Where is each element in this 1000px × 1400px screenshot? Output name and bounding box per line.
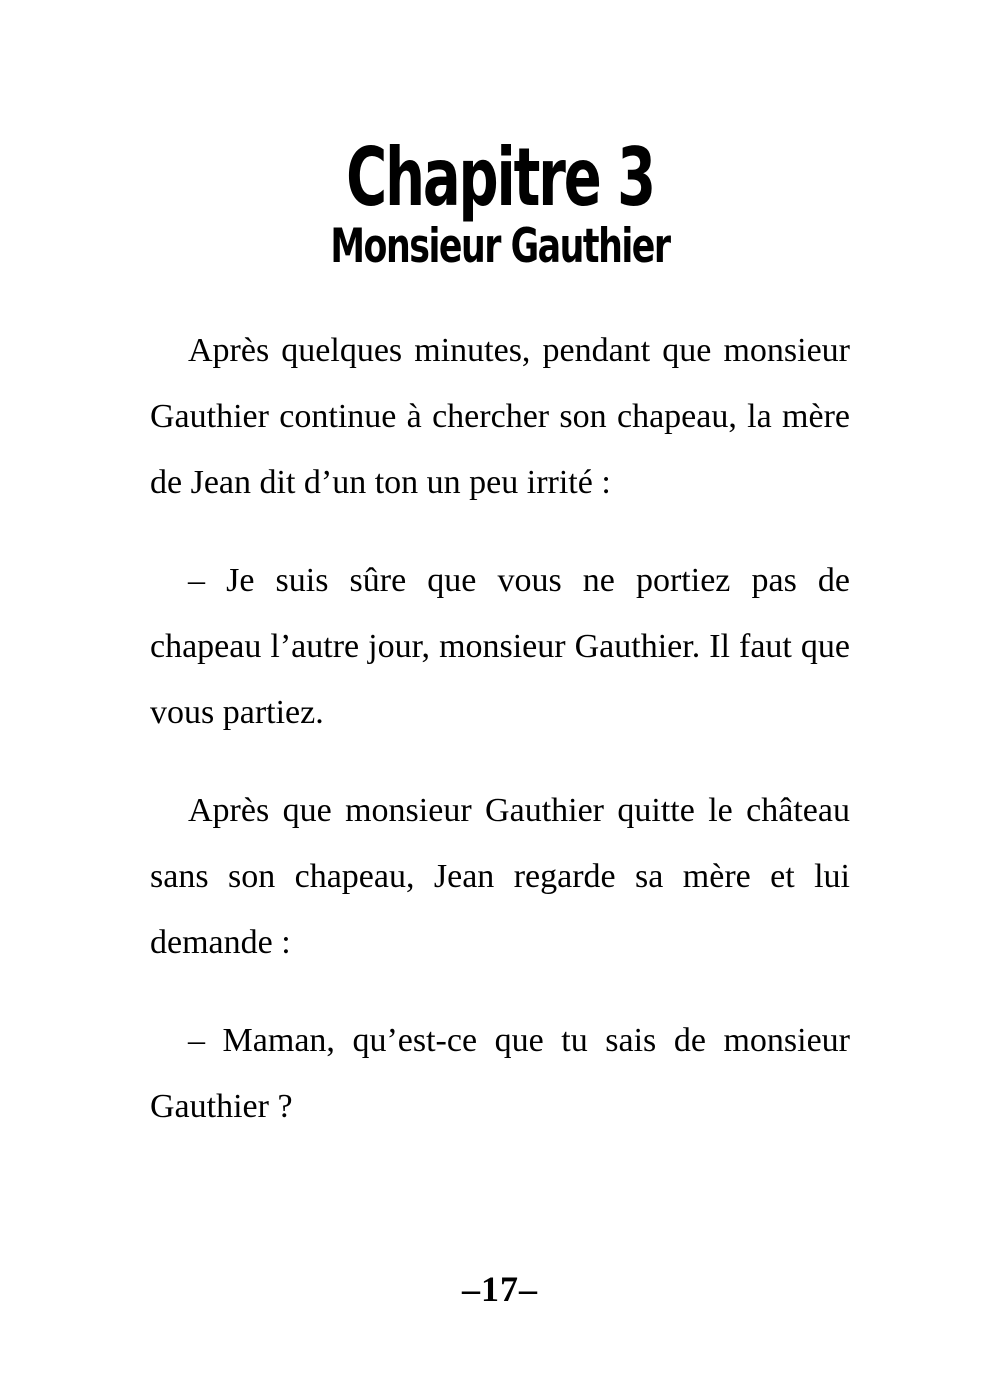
chapter-title: Chapitre 3 xyxy=(346,131,654,224)
paragraph-dialogue-mother: – Je suis sûre que vous ne portiez pas de chapeau l’autre jour, monsieur Gauthier. Il faut que vous partiez. xyxy=(150,562,850,731)
body-text xyxy=(150,318,850,1140)
paragraph-narration-2: Après que monsieur Gauthier quitte le château sans son chapeau, Jean regarde sa mère et lui demande : xyxy=(150,792,850,961)
page-number: –17– xyxy=(462,1269,538,1309)
chapter-subtitle: Monsieur Gauthier xyxy=(330,219,670,274)
paragraph-dialogue-jean: – Maman, qu’est-ce que tu sais de monsieur Gauthier ? xyxy=(150,1022,850,1125)
chapter-heading xyxy=(0,0,1000,272)
paragraph-narration-1: Après quelques minutes, pendant que monsieur Gauthier continue à chercher son chapeau, la mère de Jean dit d’un ton un peu irrité : xyxy=(150,332,850,501)
